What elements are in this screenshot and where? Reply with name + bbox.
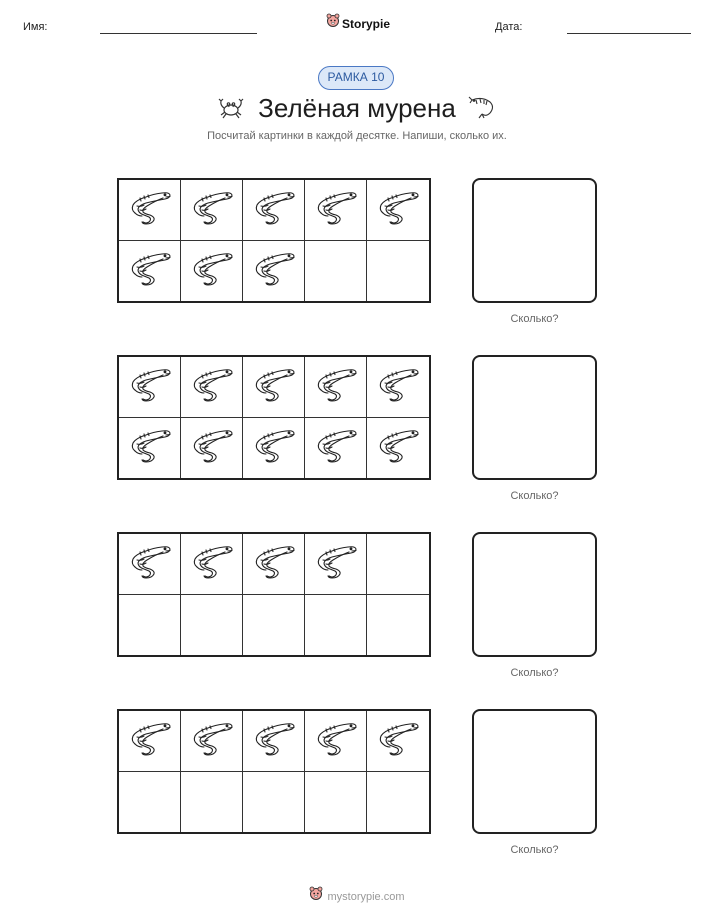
footer-site: mystorypie.com (327, 890, 405, 903)
ten-frame (117, 709, 431, 834)
frame-cell (119, 595, 181, 656)
answer-box[interactable] (472, 709, 597, 834)
moray-eel-icon (315, 366, 357, 407)
frame-cell (181, 772, 243, 833)
frame-cell (243, 241, 305, 302)
frame-cell (305, 241, 367, 302)
answer-box[interactable] (472, 532, 597, 657)
shrimp-icon (468, 94, 498, 127)
answer-label: Сколько? (510, 667, 559, 679)
moray-eel-icon (377, 366, 419, 407)
frame-cell (243, 357, 305, 418)
moray-eel-icon (191, 366, 233, 407)
frame-cell (119, 241, 181, 302)
frame-cell (181, 534, 243, 595)
frame-cell (181, 595, 243, 656)
storypie-mascot-icon (326, 13, 340, 34)
frame-cell (367, 357, 429, 418)
frame-cell (119, 711, 181, 772)
brand-name: Storypie (342, 16, 391, 31)
frame-cell (243, 711, 305, 772)
frame-cell (367, 595, 429, 656)
moray-eel-icon (129, 543, 171, 584)
frame-badge: РАМКА 10 (318, 66, 394, 90)
moray-eel-icon (129, 427, 171, 468)
frame-cell (305, 595, 367, 656)
moray-eel-icon (253, 720, 295, 761)
moray-eel-icon (191, 543, 233, 584)
moray-eel-icon (315, 720, 357, 761)
answer-label: Сколько? (510, 844, 559, 856)
frame-cell (367, 180, 429, 241)
moray-eel-icon (377, 427, 419, 468)
moray-eel-icon (253, 427, 295, 468)
frame-cell (119, 357, 181, 418)
frame-cell (243, 534, 305, 595)
moray-eel-icon (129, 720, 171, 761)
ten-frame (117, 355, 431, 480)
moray-eel-icon (129, 250, 171, 291)
moray-eel-icon (253, 366, 295, 407)
frame-cell (243, 595, 305, 656)
moray-eel-icon (253, 543, 295, 584)
frame-cell (305, 418, 367, 479)
name-line (100, 33, 257, 34)
instruction-text: Посчитай картинки в каждой десятке. Напиши, сколько их. (207, 130, 507, 142)
frame-cell (367, 772, 429, 833)
moray-eel-icon (191, 427, 233, 468)
frame-cell (181, 357, 243, 418)
frame-cell (181, 711, 243, 772)
moray-eel-icon (315, 427, 357, 468)
frame-cell (181, 180, 243, 241)
moray-eel-icon (191, 720, 233, 761)
page-title: Зелёная мурена (258, 93, 456, 123)
frame-cell (305, 711, 367, 772)
moray-eel-icon (191, 250, 233, 291)
moray-eel-icon (129, 366, 171, 407)
ten-frame (117, 532, 431, 657)
ten-frame (117, 178, 431, 303)
frame-cell (305, 357, 367, 418)
moray-eel-icon (253, 250, 295, 291)
frame-cell (243, 772, 305, 833)
frame-cell (119, 772, 181, 833)
answer-box[interactable] (472, 355, 597, 480)
footer (0, 886, 714, 907)
moray-eel-icon (377, 720, 419, 761)
frame-cell (119, 180, 181, 241)
frame-cell (367, 241, 429, 302)
frame-cell (243, 418, 305, 479)
moray-eel-icon (253, 189, 295, 230)
moray-eel-icon (129, 189, 171, 230)
frame-cell (305, 772, 367, 833)
frame-cell (367, 534, 429, 595)
frame-cell (119, 534, 181, 595)
answer-label: Сколько? (510, 490, 559, 502)
frame-cell (305, 180, 367, 241)
moray-eel-icon (315, 543, 357, 584)
brand-logo (326, 13, 390, 34)
answer-label: Сколько? (510, 313, 559, 325)
moray-eel-icon (377, 189, 419, 230)
frame-cell (305, 534, 367, 595)
date-line (567, 33, 691, 34)
frame-cell (367, 418, 429, 479)
frame-cell (367, 711, 429, 772)
name-label: Имя: (23, 21, 48, 33)
frame-cell (181, 241, 243, 302)
answer-box[interactable] (472, 178, 597, 303)
frame-cell (181, 418, 243, 479)
date-label: Дата: (495, 21, 523, 33)
storypie-mascot-icon (309, 886, 323, 907)
moray-eel-icon (315, 189, 357, 230)
frame-cell (119, 418, 181, 479)
frame-cell (243, 180, 305, 241)
moray-eel-icon (191, 189, 233, 230)
